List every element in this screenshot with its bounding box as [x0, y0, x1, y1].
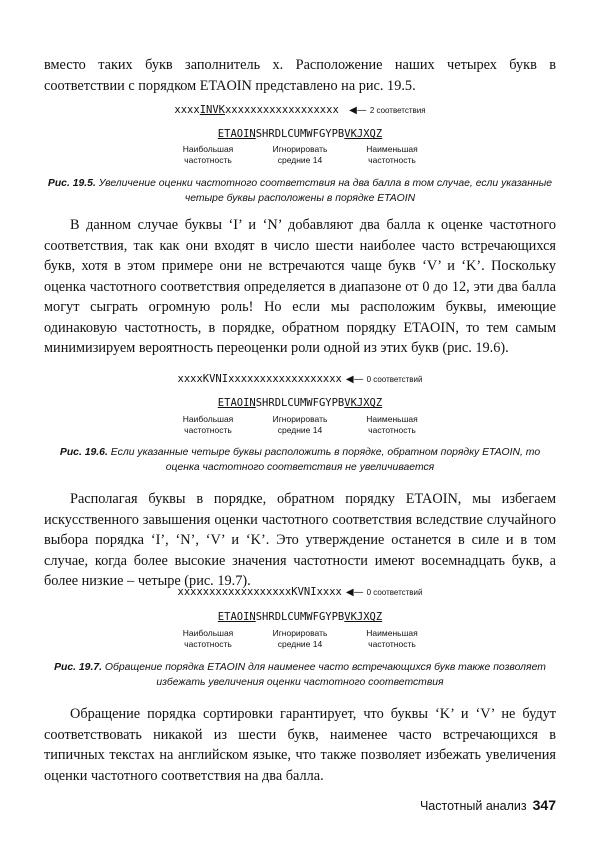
label-ignored: Игнорировать средние 14: [272, 628, 328, 649]
caption-19-7: [44, 660, 556, 690]
top-six-letters: ETAOIN: [217, 611, 256, 623]
bottom-six-letters: VKJXQZ: [344, 128, 383, 140]
section-title: Частотный анализ: [419, 799, 527, 813]
left-arrow-icon: ◀—: [345, 587, 364, 598]
page-footer: [420, 797, 556, 813]
caption-label: Рис. 19.5.: [47, 178, 96, 189]
top-six-letters: ETAOIN: [217, 397, 256, 409]
caption-text: Увеличение оценки частотного соответствия на два балла в том случае, если указанные четыре буквы расположены в порядке ETAOIN: [98, 178, 553, 204]
label-highest: Наибольшая частотность: [182, 144, 234, 165]
caption-text: Если указанные четыре буквы расположить в порядке, обратном порядку ETAOIN, то оценка частотного соответствия не увеличивается: [110, 447, 541, 473]
caption-19-5: [44, 176, 556, 206]
paragraph-1: вместо таких букв заполнитель x. Расположение наших четырех букв в соответствии с порядком ETAOIN представлено на рис. 19.5.: [44, 57, 556, 94]
match-count-note: 0 соответствий: [366, 588, 423, 597]
label-highest: Наибольшая частотность: [182, 628, 234, 649]
etaoin-alphabet: [44, 610, 556, 624]
caption-19-6: [44, 445, 556, 475]
etaoin-alphabet: [44, 396, 556, 410]
etaoin-alphabet: [44, 127, 556, 141]
label-lowest: Наименьшая частотность: [366, 628, 418, 649]
label-highest: Наибольшая частотность: [182, 414, 234, 435]
caption-label: Рис. 19.7.: [54, 662, 103, 673]
matched-letters: INVK: [199, 104, 225, 116]
label-ignored: Игнорировать средние 14: [272, 144, 328, 165]
frequency-labels: [44, 628, 556, 650]
middle-letters: SHRDLCUMWFGYPB: [255, 611, 345, 623]
paragraph-3: Располагая буквы в порядке, обратном порядку ETAOIN, мы избегаем искусственного завышения оценки частотного соответствия вследствие случайного выбора порядка ‘I’, ‘N’, ‘V’ и ‘K’. Это утверждение останется в силе и в том случае, когда более высокие значения частотности имеют восемнадцать букв, а более низкие – четыре (рис. 19.7).: [44, 491, 556, 589]
bottom-six-letters: VKJXQZ: [344, 397, 383, 409]
label-ignored: Игнорировать средние 14: [272, 414, 328, 435]
paragraph-4: Обращение порядка сортировки гарантирует, что буквы ‘K’ и ‘V’ не будут соответствовать никакой из шести букв, наименее часто встречающихся в типичных текстах на английском языке, что также позволяет избежать увеличения оценки частотного соответствия на два балла.: [44, 706, 556, 784]
middle-letters: SHRDLCUMWFGYPB: [255, 128, 345, 140]
letter-sequence: xxxxKVNIxxxxxxxxxxxxxxxxxx ◀— 0 соответствий: [177, 373, 423, 385]
middle-letters: SHRDLCUMWFGYPB: [255, 397, 345, 409]
left-arrow-icon: ◀—: [345, 374, 364, 385]
page-number: 347: [532, 797, 556, 813]
caption-text: Обращение порядка ETAOIN для наименее часто встречающихся букв также позволяет избежать увеличения оценки частотного соответствия: [104, 662, 546, 688]
left-arrow-icon: ◀—: [349, 105, 367, 116]
label-lowest: Наименьшая частотность: [366, 144, 418, 165]
bottom-six-letters: VKJXQZ: [344, 611, 383, 623]
label-lowest: Наименьшая частотность: [366, 414, 418, 435]
match-count-note: 0 соответствий: [366, 375, 423, 384]
paragraph-2: В данном случае буквы ‘I’ и ‘N’ добавляют два балла к оценке частотного соответствия, так как они входят в число шести наиболее часто встречающихся букв, хотя в этом примере они не встречаются чаще букв ‘V’ и ‘K’. Поскольку оценка частотного соответствия определяется в диапазоне от 0 до 12, эти два балла могут сыграть огромную роль! Но если мы расположим буквы, имеющие одинаковую частотность, в порядке, обратном порядку ETAOIN, то тем самым минимизируем вероятность переоценки роли одной из этих букв (рис. 19.6).: [44, 217, 556, 356]
frequency-labels: [44, 144, 556, 166]
caption-label: Рис. 19.6.: [59, 447, 108, 458]
frequency-labels: [44, 414, 556, 436]
letter-sequence: xxxxINVKxxxxxxxxxxxxxxxxxx ◀— 2 соответствия: [174, 104, 426, 116]
match-count-note: 2 соответствия: [369, 106, 426, 115]
top-six-letters: ETAOIN: [217, 128, 256, 140]
letter-sequence: xxxxxxxxxxxxxxxxxxKVNIxxxx ◀— 0 соответствий: [177, 586, 423, 598]
